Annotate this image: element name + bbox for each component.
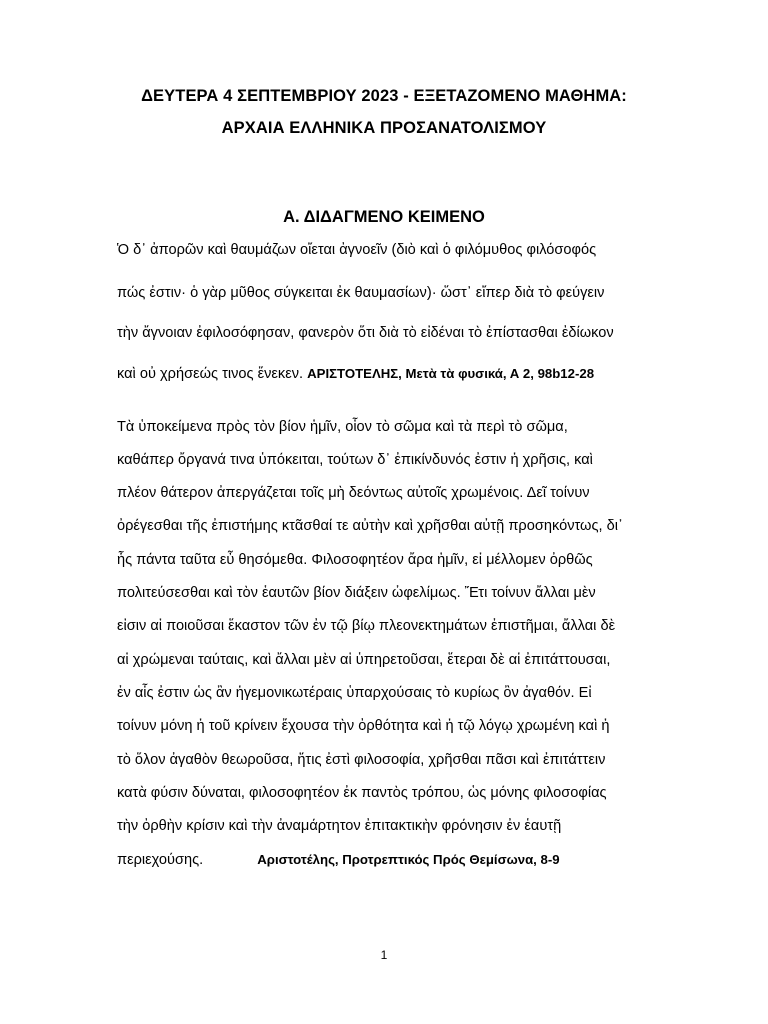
passage1-line: Ὁ δ᾽ ἀπορῶν καὶ θαυμάζων οἴεται ἀγνοεῖν (διὸ καὶ ὁ φιλόμυθος φιλόσοφός — [117, 242, 597, 258]
passage2-line: τὸ ὅλον ἀγαθὸν θεωροῦσα, ἥτις ἐστὶ φιλοσοφία, χρῆσθαι πᾶσι καὶ ἐπιτάττειν — [117, 752, 606, 768]
passage2-citation: Αριστοτέλης, Προτρεπτικός Πρός Θεμίσωνα, 8-9 — [257, 852, 560, 867]
passage2-line: περιεχούσης. — [117, 852, 204, 868]
passage1-line: τὴν ἄγνοιαν ἐφιλοσόφησαν, φανερὸν ὅτι διὰ τὸ εἰδέναι τὸ ἐπίστασθαι ἐδίωκον — [117, 325, 614, 341]
passage2-line: ὀρέγεσθαι τῆς ἐπιστήμης κτᾶσθαί τε αὐτὴν καὶ χρῆσθαι αὐτῇ προσηκόντως, δι᾽ — [117, 518, 623, 534]
passage2-line: αἱ χρώμεναι ταύταις, καὶ ἄλλαι μὲν αἱ ὑπηρετοῦσαι, ἕτεραι δὲ αἱ ἐπιτάττουσαι, — [117, 652, 611, 668]
section-heading: Α. ΔΙΔΑΓΜΕΝΟ ΚΕΙΜΕΝΟ — [283, 208, 485, 226]
passage2-line: ἧς πάντα ταῦτα εὖ θησόμεθα. Φιλοσοφητέον ἄρα ἡμῖν, εἰ μέλλομεν ὀρθῶς — [117, 552, 593, 568]
passage1-last-line — [117, 366, 594, 382]
passage2-line: καθάπερ ὄργανά τινα ὑπόκειται, τούτων δ᾽ ἐπικίνδυνός ἐστιν ἡ χρῆσις, καὶ — [117, 452, 593, 468]
passage2-last-line — [117, 852, 560, 868]
page-title-line-2: ΑΡΧΑΙΑ ΕΛΛΗΝΙΚΑ ΠΡΟΣΑΝΑΤΟΛΙΣΜΟΥ — [221, 119, 547, 137]
passage2-line: κατὰ φύσιν δύναται, φιλοσοφητέον ἐκ παντὸς τρόπου, ὡς μόνης φιλοσοφίας — [117, 785, 607, 801]
passage1-citation: ΑΡΙΣΤΟΤΕΛΗΣ, Μετὰ τὰ φυσικά, Α 2, 98b12-28 — [307, 366, 595, 381]
page-number: 1 — [380, 948, 388, 962]
passage2-line: τοίνυν μόνη ἡ τοῦ κρίνειν ἔχουσα τὴν ὀρθότητα καὶ ἡ τῷ λόγῳ χρωμένη καὶ ἡ — [117, 718, 610, 734]
passage2-line: εἰσιν αἱ ποιοῦσαι ἕκαστον τῶν ἐν τῷ βίῳ πλεονεκτημάτων ἐπιστῆμαι, ἄλλαι δὲ — [117, 618, 616, 634]
page-title-line-1: ΔΕΥΤΕΡΑ 4 ΣΕΠΤΕΜΒΡΙΟΥ 2023 - ΕΞΕΤΑΖΟΜΕΝΟ ΜΑΘΗΜΑ: — [141, 87, 627, 105]
passage2-line: τὴν ὀρθὴν κρίσιν καὶ τὴν ἀναμάρτητον ἐπιτακτικὴν φρόνησιν ἐν ἑαυτῇ — [117, 818, 562, 834]
passage1-line: καὶ οὐ χρήσεώς τινος ἕνεκεν. — [117, 366, 304, 382]
passage2-line: πλέον θάτερον ἀπεργάζεται τοῖς μὴ δεόντως αὐτοῖς χρωμένοις. Δεῖ τοίνυν — [117, 485, 590, 501]
passage2-line: ἐν αἷς ἐστιν ὡς ἂν ἡγεμονικωτέραις ὑπαρχούσαις τὸ κυρίως ὂν ἀγαθόν. Εἰ — [117, 685, 592, 701]
passage2-line: πολιτεύσεσθαι καὶ τὸν ἑαυτῶν βίον διάξειν ὠφελίμως. Ἔτι τοίνυν ἄλλαι μὲν — [117, 585, 596, 601]
passage1-line: πώς ἐστιν· ὁ γὰρ μῦθος σύγκειται ἐκ θαυμασίων)· ὥστ᾽ εἴπερ διὰ τὸ φεύγειν — [117, 285, 605, 301]
passage2-line: Τὰ ὑποκείμενα πρὸς τὸν βίον ἡμῖν, οἷον τὸ σῶμα καὶ τὰ περὶ τὸ σῶμα, — [117, 419, 568, 435]
